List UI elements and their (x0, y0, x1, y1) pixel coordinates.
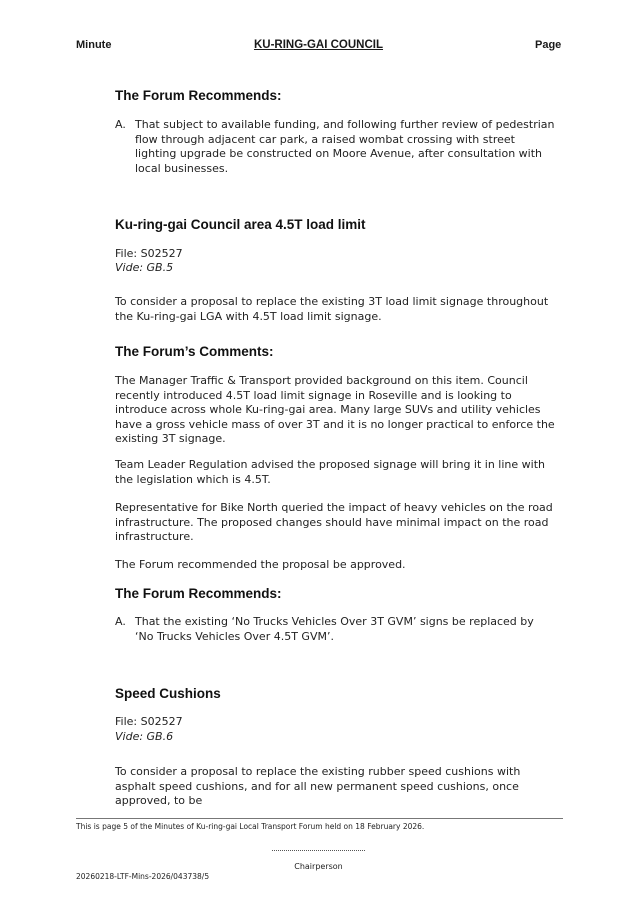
item-marker: A. (115, 615, 126, 628)
load-limit-file: File: S02527 (115, 247, 183, 260)
recommendation-item-1 (115, 118, 555, 176)
speed-cushions-heading: Speed Cushions (115, 686, 221, 701)
comments-paragraph-3: Representative for Bike North queried the impact of heavy vehicles on the road infrastructure. The proposed changes should have minimal impact on the road infrastructure. (115, 501, 553, 543)
recommendation-item-2 (115, 615, 555, 644)
comments-paragraph-1: The Manager Traffic & Transport provided background on this item. Council recently introduced 4.5T load limit signage in Roseville and is looking to introduce across whole Ku-ring-gai area. Many large SUVs and utility vehicles have a gross vehicle mass of over 3T and it is no longer practical to enforce the existing 3T signage. (115, 374, 555, 445)
recommends-heading-1: The Forum Recommends: (115, 88, 282, 103)
comments-heading: The Forum’s Comments: (115, 344, 274, 359)
speed-cushions-vide: Vide: GB.6 (115, 730, 174, 743)
item-marker: A. (115, 118, 126, 131)
chairperson-label: Chairperson (294, 862, 343, 871)
footer-page-note: This is page 5 of the Minutes of Ku-ring-gai Local Transport Forum held on 18 February 2026. (76, 822, 425, 831)
comments-paragraph-2: Team Leader Regulation advised the proposed signage will bring it in line with the legislation which is 4.5T. (115, 458, 545, 486)
header-minute-label: Minute (76, 39, 112, 51)
recommends-heading-2: The Forum Recommends: (115, 586, 282, 601)
speed-cushions-file: File: S02527 (115, 715, 183, 728)
header-page-label: Page (535, 39, 562, 51)
load-limit-heading: Ku-ring-gai Council area 4.5T load limit (115, 217, 366, 232)
item-text: That subject to available funding, and following further review of pedestrian flow through adjacent car park, a raised wombat crossing with street lighting upgrade be constructed on Moore Avenue, after consultation with local businesses. (135, 118, 555, 175)
signature-line (272, 850, 365, 851)
load-limit-intro: To consider a proposal to replace the existing 3T load limit signage throughout the Ku-ring-gai LGA with 4.5T load limit signage. (115, 295, 549, 323)
load-limit-vide: Vide: GB.5 (115, 261, 174, 274)
footer-divider (76, 818, 563, 819)
document-reference: 20260218-LTF-Mins-2026/043738/5 (76, 872, 210, 881)
comments-paragraph-4: The Forum recommended the proposal be approved. (115, 558, 406, 571)
header-council-title: KU-RING-GAI COUNCIL (253, 39, 384, 51)
item-text: That the existing ‘No Trucks Vehicles Over 3T GVM’ signs be replaced by ‘No Trucks Vehicles Over 4.5T GVM’. (135, 615, 534, 643)
speed-cushions-intro: To consider a proposal to replace the existing rubber speed cushions with asphalt speed cushions, and for all new permanent speed cushions, once approved, to be (115, 765, 521, 807)
